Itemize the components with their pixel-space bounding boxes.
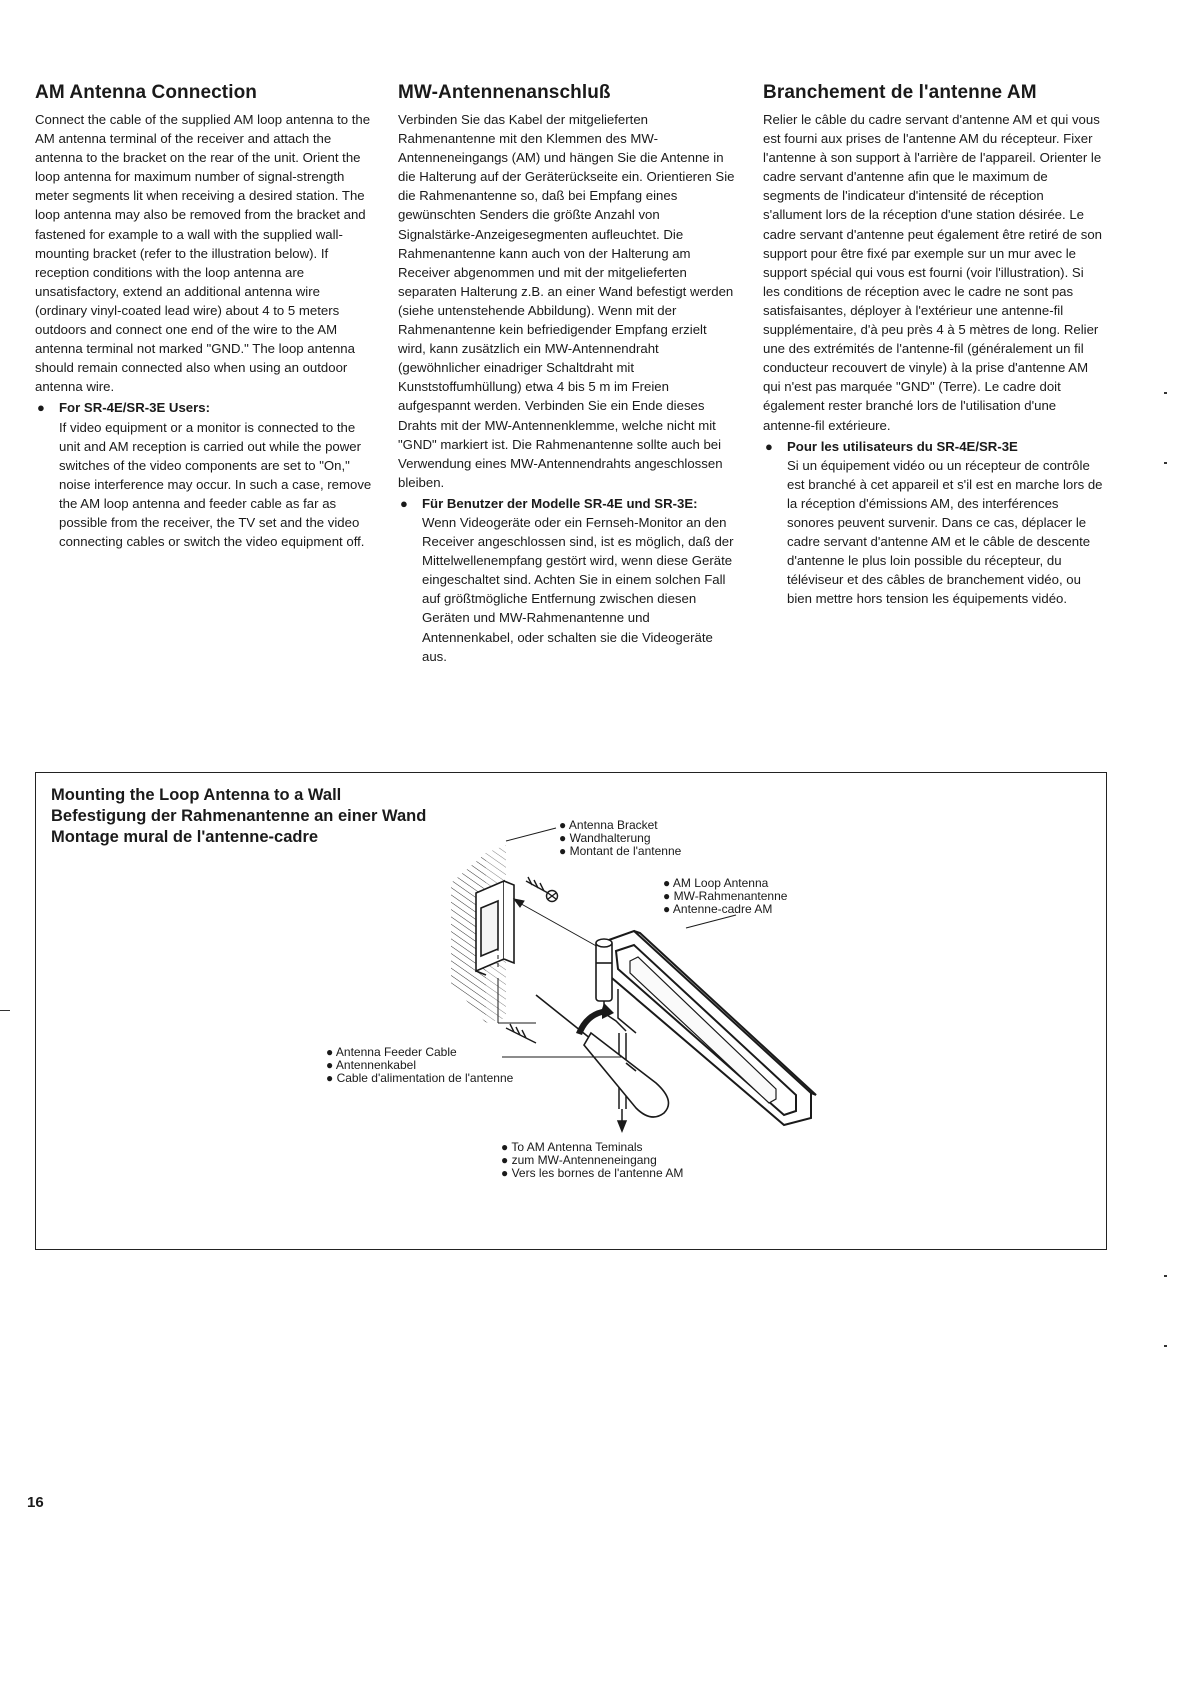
label-antenna-bracket — [559, 818, 682, 858]
antenna-bracket-icon — [476, 881, 514, 975]
margin-mark — [1164, 1345, 1167, 1347]
margin-mark — [0, 1010, 10, 1011]
note-heading-fr: Pour les utilisateurs du SR-4E/SR-3E — [787, 438, 1018, 454]
antenna-post-icon — [596, 939, 612, 1001]
lower-screw-icon — [506, 1024, 536, 1043]
label-bracket-de: ● Wandhalterung — [559, 831, 651, 845]
heading-am-antenna-connection: AM Antenna Connection — [35, 82, 257, 103]
label-loop-de: ● MW-Rahmenantenne — [663, 889, 788, 903]
note-en — [35, 398, 375, 551]
mounting-title-fr: Montage mural de l'antenne-cadre — [51, 828, 319, 846]
label-feeder-cable — [326, 1045, 514, 1085]
note-heading-en: For SR-4E/SR-3E Users: — [59, 400, 210, 416]
heading-mw-antennenanschluss: MW-Antennenanschluß — [398, 82, 611, 103]
margin-mark — [1164, 462, 1167, 464]
note-fr — [763, 437, 1103, 609]
heading-branchement-antenne: Branchement de l'antenne AM — [763, 82, 1037, 103]
label-terminals-fr: ● Vers les bornes de l'antenne AM — [501, 1166, 684, 1180]
mounting-title-de: Befestigung der Rahmenantenne an einer Wand — [51, 807, 427, 825]
label-bracket-en: ● Antenna Bracket — [559, 818, 658, 832]
note-text-en: If video equipment or a monitor is connected to the unit and AM reception is carried out while the power switches of the video components are set to "On," noise interference may occur. In such a case, remove the AM loop antenna and feeder cable as far as possible from the receiver, the TV set and the video connecting cables or switch the video equipment off. — [59, 419, 372, 550]
mounting-illustration-box — [35, 772, 1107, 1250]
paragraph-fr: Relier le câble du cadre servant d'antenne AM et qui vous est fourni aux prises de l'antenne AM du récepteur. Fixer l'antenne à son support à l'arrière de l'appareil. Orienter le cadre servant d'antenne afin que le maximum de segments de l'indicateur d'intensité de réception s'allument lors de la réception d'une station désirée. Le cadre servant d'antenne peut également être retiré de son support pour être fixé par exemple sur un mur avec le support spécial qui vous est fourni (voir l'illustration). Si les conditions de réception avec le cadre ne sont pas satisfaisantes, déployer à l'extérieur une antenne-fil supplémentaire, d'à peu près 4 à 5 mètres de long. Relier une des extrémités de l'antenne-fil (généralement un fil conducteur recouvert de vinyle) à la prise d'antenne AM qui n'est pas marquée "GND" (Terre). Le cadre doit également rester branché lors de l'utilisation d'une antenne-fil extérieure. — [763, 112, 1103, 433]
paragraph-de: Verbinden Sie das Kabel der mitgelieferten Rahmenantenne mit den Klemmen des MW-Antenneneingangs (AM) und hängen Sie die Antenne in die Halterung auf der Geräterückseite ein. Orientieren Sie die Rahmenantenne so, daß bei Empfang eines gewünschten Senders die größte Anzahl von Signalstärke-Anzeigesegmenten aufleuchtet. Die Rahmenantenne kann auch von der Halterung am Receiver abgenommen und mit der mitgelieferten separaten Halterung z.B. an einer Wand befestigt werden (siehe untenstehende Abbildung). Wenn mit der Rahmenantenne kein befriedigender Empfang erzielt wird, kann zusätzlich ein MW-Antennendraht (gewöhnlicher einadriger Schaltdraht mit Kunststoffumhüllung) etwa 4 bis 5 m im Freien aufgespannt werden. Verbinden Sie ein Ende dieses Drahts mit der MW-Antennenklemme, welche nicht mit "GND" markiert ist. Die Rahmenantenne sollte auch bei Verwendung eines MW-Antennendrahts angeschlossen bleiben. — [398, 112, 735, 490]
label-loop-en: ● AM Loop Antenna — [663, 876, 769, 890]
column-german — [398, 82, 738, 666]
label-feeder-de: ● Antennenkabel — [326, 1058, 416, 1072]
label-bracket-fr: ● Montant de l'antenne — [559, 844, 682, 858]
bullet-icon: ● — [765, 438, 773, 454]
rotation-arrow-icon — [576, 1003, 614, 1035]
mounting-title-en: Mounting the Loop Antenna to a Wall — [51, 786, 342, 804]
paragraph-en: Connect the cable of the supplied AM loop antenna to the AM antenna terminal of the receiver and attach the antenna to the bracket on the rear of the unit. Orient the loop antenna for maximum number of signal-strength meter segments lit when receiving a desired station. The loop antenna may also be removed from the bracket and fastened for example to a wall with the supplied wall-mounting bracket (refer to the illustration below). If reception conditions with the loop antenna are unsatisfactory, extend an additional antenna wire (ordinary vinyl-coated lead wire) about 4 to 5 meters outdoors and connect one end of the wire to the AM antenna terminal not marked "GND." The loop antenna should remain connected also when using an outdoor antenna wire. — [35, 112, 371, 395]
margin-mark — [1164, 392, 1167, 394]
page-number: 16 — [27, 1494, 44, 1511]
screw-icon — [526, 877, 558, 902]
label-loop-fr: ● Antenne-cadre AM — [663, 902, 773, 916]
label-feeder-en: ● Antenna Feeder Cable — [326, 1045, 457, 1059]
label-terminals-en: ● To AM Antenna Teminals — [501, 1140, 643, 1154]
label-feeder-fr: ● Cable d'alimentation de l'antenne — [326, 1071, 514, 1085]
column-english — [35, 82, 375, 551]
bullet-icon: ● — [37, 400, 45, 416]
note-text-fr: Si un équipement vidéo ou un récepteur de contrôle est branché à cet appareil et s'il est en marche lors de la réception d'émissions AM, des interférences sonores peuvent survenir. Dans ce cas, déplacer le cadre servant d'antenne AM et le câble de descente d'antenne le plus loin possible du récepteur, du téléviseur et des câbles de branchement vidéo, ou bien mettre hors tension les équipements vidéo. — [787, 457, 1103, 607]
bullet-icon: ● — [400, 495, 408, 511]
note-text-de: Wenn Videogeräte oder ein Fernseh-Monitor an den Receiver angeschlossen sind, ist es möglich, daß der Mittelwellenempfang gestört wird, wenn diese Geräte eingeschaltet sind. Achten Sie in einem solchen Fall auf größtmögliche Entfernung zwischen diesen Geräten und MW-Rahmenantenne und Antennenkabel, oder schalten sie die Videogeräte aus. — [422, 514, 734, 664]
note-heading-de: Für Benutzer der Modelle SR-4E und SR-3E: — [422, 495, 698, 511]
margin-mark — [1164, 1275, 1167, 1277]
label-terminals-de: ● zum MW-Antenneneingang — [501, 1153, 657, 1167]
label-loop-antenna — [663, 876, 788, 916]
mounting-diagram — [36, 773, 1106, 1249]
column-french — [763, 82, 1103, 608]
label-terminals — [501, 1140, 683, 1180]
note-de — [398, 494, 738, 666]
